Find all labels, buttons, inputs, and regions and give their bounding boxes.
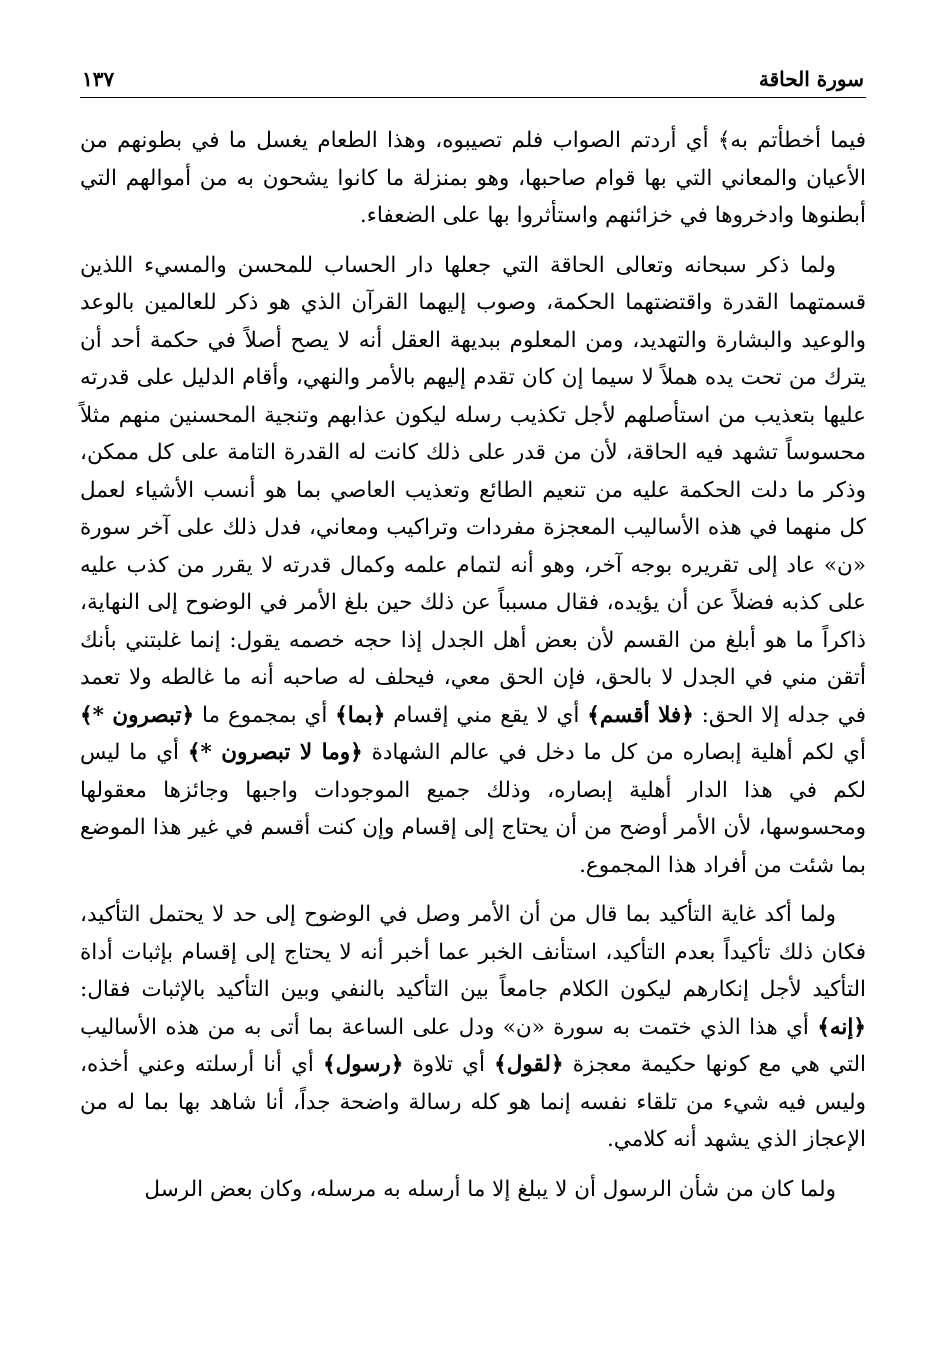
quran-quote: ﴿لقول﴾ <box>494 1052 564 1077</box>
paragraph-text: ولما كان من شأن الرسول أن لا يبلغ إلا ما أرسله به مرسله، وكان بعض الرسل <box>144 1176 836 1202</box>
paragraph-text: أي بمجموع ما <box>194 702 336 728</box>
paragraph-text: أي لا يقع مني إقسام <box>385 702 588 728</box>
quran-quote: ﴿رسول﴾ <box>323 1052 404 1077</box>
quran-quote: ﴿إنه﴾ <box>817 1014 866 1040</box>
paragraph-text: أي تلاوة <box>403 1052 495 1077</box>
paragraph-text: أي هذا الذي ختمت به سورة «ن» ودل على الساعة بما أتى به من هذه الأساليب التي هي مع كونها حكيمة معجزة <box>80 1014 866 1077</box>
paragraph-4 <box>80 1171 866 1209</box>
paragraph-text: أي أنا أرسلته وعني أخذه، وليس فيه شيء من تلقاء نفسه إنما هو كله رسالة واضحة جداً، أنا شاهد بها بما له من الإعجاز الذي يشهد أنه كلامي. <box>80 1052 866 1152</box>
quran-quote: ﴿تبصرون *﴾ <box>80 702 195 728</box>
document-page <box>80 58 866 1220</box>
running-title: سورة الحاقة <box>758 67 864 91</box>
paragraph-3 <box>80 896 866 1159</box>
quran-quote: ﴿فلا أقسم﴾ <box>587 702 694 728</box>
paragraph-text: ولما ذكر سبحانه وتعالى الحاقة التي جعلها دار الحساب للمحسن والمسيء اللذين قسمتهما القدرة واقتضتهما الحكمة، وصوب إليهما القرآن الذي هو ذكر للعالمين بالوعد والوعيد والبشارة والتهديد، ومن المعلوم ببديهة العقل أنه لا يصح أصلاً في حكمة أحد أن يترك من تحت يده هملاً لا سيما إن كان تقدم إليهم بالأمر والنهي، وأقام الدليل على قدرته عليها بتعذيب من استأصلهم لأجل تكذيب رسله ليكون عذابهم وتنجية المحسنين منهم مثلاً محسوساً تشهد فيه الحاقة، لأن من قدر على ذلك كانت له القدرة التامة على كل ممكن، وذكر ما دلت الحكمة عليه من تنعيم الطائع وتعذيب العاصي بما هو أنسب الأشياء لعمل كل منهما في هذه الأساليب المعجزة مفردات وتراكيب ومعاني، فدل ذلك على آخر سورة «ن» عاد إلى تقريره بوجه آخر، وهو أنه لتمام علمه وكمال قدرته لا يقرر من كذب عليه على كذبه فضلاً عن أن يؤيده، فقال مسبباً عن ذلك حين بلغ الأمر في الوضوح إلى النهاية، ذاكراً ما هو أبلغ من القسم لأن بعض أهل الجدل إذا حجه خصمه يقول: إنما غلبتني بأنك أتقن مني في الجدل لا بالحق، فإن الحق معي، فيحلف له صاحبه أنه ما غالطه ولا تعمد في جدله إلا الحق: <box>80 252 866 728</box>
paragraph-text: فيما أخطأتم به﴾ أي أردتم الصواب فلم تصيبوه، وهذا الطعام يغسل ما في بطونهم من الأعيان والمعاني التي بها قوام صاحبها، وهو بمنزلة ما كانوا يشحون به من أموالهم التي أبطنوها وادخروها في خزائنهم واستأثروا بها على الضعفاء. <box>80 128 866 228</box>
quran-quote: ﴿بما﴾ <box>335 702 386 728</box>
paragraph-text: أي ما ليس لكم في هذا الدار أهلية إبصاره، وذلك جميع الموجودات واجبها وجائزها معقولها ومحسوسها، لأن الأمر أوضح من أن يحتاج إلى إقسام وإن كنت أقسم في غير هذا الموضع بما شئت من أفراد هذا المجموع. <box>80 740 866 878</box>
paragraph-2 <box>80 247 866 885</box>
body-text <box>80 122 866 1208</box>
paragraph-text: أي لكم أهلية إبصاره من كل ما دخل في عالم الشهادة <box>362 740 866 765</box>
paragraph-1 <box>80 122 866 235</box>
quran-quote: ﴿وما لا تبصرون *﴾ <box>187 740 363 765</box>
paragraph-text: ولما أكد غاية التأكيد بما قال من أن الأمر وصل في الوضوح إلى حد لا يحتمل التأكيد، فكان ذلك تأكيداً بعدم التأكيد، استأنف الخبر عما أخبر أنه لا يحتاج إلى إقسام بإثبات أداة التأكيد لأجل إنكارهم ليكون الكلام جامعاً بين التأكيد بالنفي وبين التأكيد بالإثبات فقال: <box>80 902 866 1002</box>
page-header <box>80 58 866 98</box>
page-number: ١٣٧ <box>82 67 115 91</box>
